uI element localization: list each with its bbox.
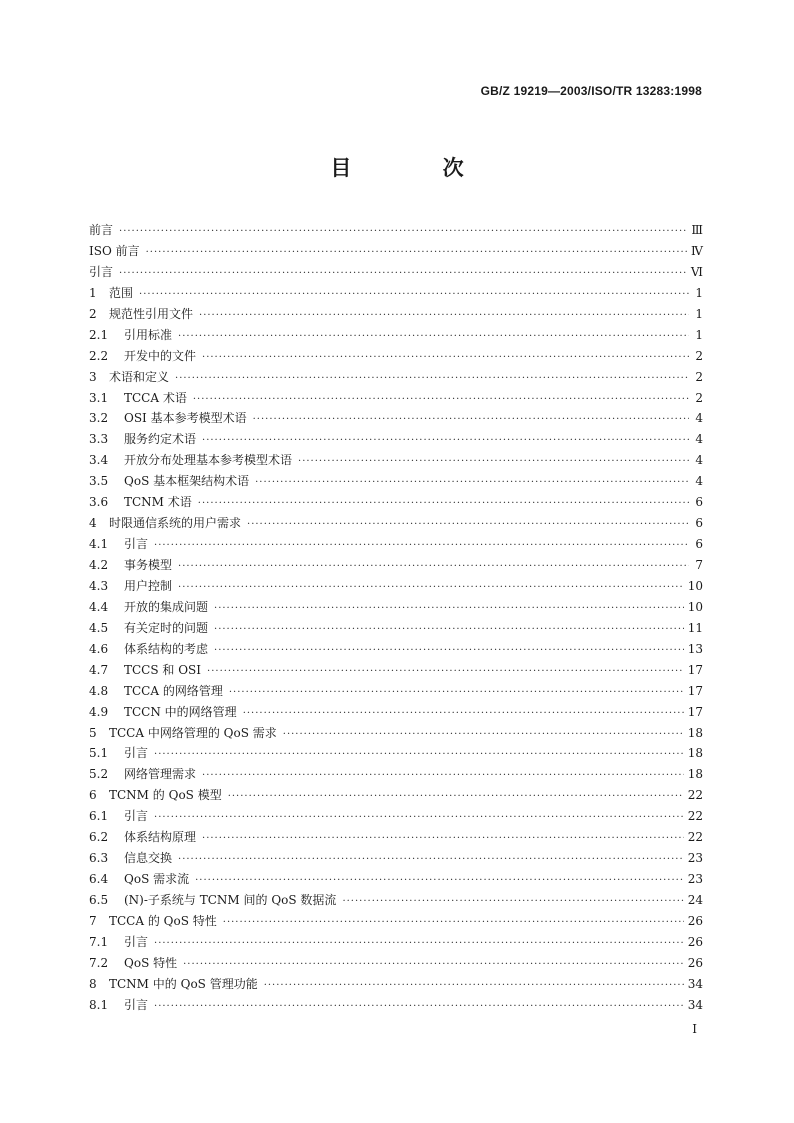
dot-leader — [202, 431, 689, 452]
toc-entry[interactable] — [89, 911, 703, 932]
toc-entry-page: 23 — [687, 872, 703, 887]
toc-entry-label: TCCN 中的网络管理 — [124, 704, 237, 719]
toc-entry-label: TCCA 术语 — [124, 390, 187, 405]
toc-entry-page: 4 — [695, 432, 703, 447]
toc-entry-page: 26 — [687, 955, 703, 970]
toc-entry-number: 2.1 — [89, 327, 109, 342]
dot-leader — [175, 369, 689, 390]
toc-entry-page: 17 — [687, 662, 703, 677]
table-of-contents — [89, 220, 703, 1016]
toc-entry-number: 4.9 — [89, 704, 109, 719]
toc-entry-number: 3.2 — [89, 411, 109, 426]
toc-entry-label: 规范性引用文件 — [109, 306, 194, 321]
toc-entry-label: 时限通信系统的用户需求 — [109, 516, 242, 531]
toc-entry-number: 2.2 — [89, 348, 109, 363]
toc-entry[interactable] — [89, 304, 703, 325]
toc-entry[interactable] — [89, 639, 703, 660]
toc-entry-label: TCNM 中的 QoS 管理功能 — [109, 976, 258, 991]
dot-leader — [202, 348, 689, 369]
toc-entry-number: 3.6 — [89, 495, 109, 510]
toc-entry-page: 2 — [695, 390, 703, 405]
dot-leader — [243, 704, 684, 725]
toc-entry-label: TCCA 中网络管理的 QoS 需求 — [109, 725, 277, 740]
toc-entry-page: 2 — [695, 369, 703, 384]
toc-entry-label: 体系结构的考虑 — [124, 641, 209, 656]
toc-entry[interactable] — [89, 827, 703, 848]
toc-entry-page: 10 — [687, 599, 703, 614]
toc-entry-number: 6.5 — [89, 893, 109, 907]
toc-entry[interactable] — [89, 367, 703, 388]
dot-leader — [198, 494, 689, 515]
toc-entry-number: 3 — [89, 369, 97, 384]
dot-leader — [119, 222, 687, 243]
toc-entry-page: Ⅵ — [690, 264, 703, 279]
toc-entry-number: 7.2 — [89, 955, 109, 970]
toc-entry-page: 18 — [687, 746, 703, 761]
toc-entry[interactable] — [89, 723, 703, 744]
dot-leader — [119, 264, 687, 285]
dot-leader — [247, 515, 689, 536]
dot-leader — [214, 641, 684, 662]
dot-leader — [223, 913, 684, 934]
toc-entry-label: TCNM 术语 — [124, 495, 192, 510]
toc-entry-page: 26 — [687, 913, 703, 928]
toc-entry-label: ISO 前言 — [89, 243, 140, 258]
toc-entry-label: QoS 特性 — [124, 955, 178, 970]
dot-leader — [195, 871, 684, 892]
toc-entry-number: 6.4 — [89, 872, 109, 887]
toc-entry[interactable] — [89, 388, 703, 409]
toc-entry-label: 信息交换 — [124, 851, 173, 866]
toc-entry[interactable] — [89, 681, 703, 702]
toc-entry-label: 引用标准 — [124, 327, 173, 342]
toc-entry[interactable] — [89, 576, 703, 597]
toc-entry[interactable] — [89, 325, 703, 346]
toc-entry-label: TCCA 的网络管理 — [124, 683, 223, 698]
toc-entry[interactable] — [89, 660, 703, 681]
dot-leader — [183, 955, 684, 976]
toc-entry-number: 7.1 — [89, 934, 109, 949]
toc-entry-label: (N)-子系统与 TCNM 间的 QoS 数据流 — [124, 893, 337, 907]
dot-leader — [202, 829, 684, 850]
toc-entry-number: 3.1 — [89, 390, 109, 405]
toc-entry-page: 23 — [687, 851, 703, 866]
dot-leader — [264, 976, 684, 997]
toc-entry[interactable] — [89, 848, 703, 869]
toc-entry-page: 4 — [695, 411, 703, 426]
page-title: 目 次 — [330, 155, 506, 180]
toc-entry-page: 34 — [687, 976, 703, 991]
toc-entry-number: 4.7 — [89, 662, 109, 677]
dot-leader — [342, 892, 683, 913]
toc-entry-number: 4 — [89, 516, 97, 531]
toc-entry-number: 6 — [89, 788, 97, 803]
dot-leader — [229, 683, 684, 704]
toc-entry-page: 7 — [695, 558, 703, 572]
toc-entry-page: 34 — [687, 997, 703, 1012]
toc-entry-number: 8 — [89, 976, 97, 991]
toc-entry-page: 17 — [687, 704, 703, 719]
dot-leader — [146, 243, 687, 264]
toc-entry-number: 3.3 — [89, 432, 109, 447]
toc-entry-page: 6 — [695, 516, 703, 531]
toc-entry[interactable] — [89, 932, 703, 953]
toc-entry-page: 4 — [695, 453, 703, 468]
toc-entry-page: 4 — [695, 474, 703, 489]
dot-leader — [202, 766, 684, 787]
toc-entry-label: QoS 需求流 — [124, 872, 190, 887]
toc-entry-label: 用户控制 — [124, 578, 173, 593]
toc-entry-number: 7 — [89, 913, 97, 928]
toc-entry-number: 2 — [89, 306, 97, 321]
toc-entry[interactable] — [89, 995, 703, 1016]
toc-entry-number: 3.5 — [89, 474, 109, 489]
toc-entry[interactable] — [89, 408, 703, 429]
toc-entry-number: 6.3 — [89, 851, 109, 866]
toc-entry-number: 4.3 — [89, 578, 109, 593]
toc-entry-label: 引言 — [89, 264, 114, 279]
toc-entry-label: 术语和定义 — [109, 369, 170, 384]
toc-entry-page: 17 — [687, 683, 703, 698]
toc-entry-number: 4.5 — [89, 620, 109, 635]
dot-leader — [154, 808, 684, 829]
toc-entry-label: QoS 基本框架结构术语 — [124, 474, 250, 489]
toc-entry[interactable] — [89, 450, 703, 471]
toc-entry-number: 1 — [89, 285, 97, 300]
dot-leader — [253, 410, 689, 431]
toc-entry[interactable] — [89, 241, 703, 262]
toc-entry-number: 4.6 — [89, 641, 109, 656]
toc-entry-number: 4.2 — [89, 558, 109, 572]
toc-entry-page: 22 — [687, 830, 703, 845]
toc-entry-label: 引言 — [124, 746, 149, 761]
toc-entry-number: 4.1 — [89, 537, 109, 552]
toc-entry-page: 10 — [687, 578, 703, 593]
dot-leader — [255, 473, 689, 494]
dot-leader — [154, 997, 684, 1018]
toc-entry-label: 网络管理需求 — [124, 767, 197, 782]
toc-entry-page: Ⅲ — [691, 223, 703, 237]
toc-entry[interactable] — [89, 346, 703, 367]
dot-leader — [154, 934, 684, 955]
toc-entry-page: 11 — [687, 620, 703, 635]
toc-entry-page: 22 — [687, 788, 703, 803]
toc-entry-label: TCCA 的 QoS 特性 — [109, 913, 217, 928]
toc-entry-number: 4.4 — [89, 599, 109, 614]
dot-leader — [283, 725, 684, 746]
toc-entry-number: 5.2 — [89, 767, 109, 782]
toc-entry-label: 引言 — [124, 537, 149, 552]
toc-entry[interactable] — [89, 806, 703, 827]
toc-entry[interactable] — [89, 743, 703, 764]
toc-entry-page: 1 — [695, 327, 703, 342]
toc-entry[interactable] — [89, 262, 703, 283]
toc-entry-page: Ⅳ — [691, 243, 703, 258]
toc-entry[interactable] — [89, 534, 703, 555]
toc-entry[interactable] — [89, 513, 703, 534]
toc-entry[interactable] — [89, 974, 703, 995]
toc-entry[interactable] — [89, 471, 703, 492]
toc-entry-label: TCCS 和 OSI — [124, 662, 202, 677]
page-number: I — [692, 1022, 697, 1036]
toc-entry[interactable] — [89, 869, 703, 890]
dot-leader — [214, 599, 684, 620]
dot-leader — [298, 452, 689, 473]
toc-entry-page: 2 — [695, 348, 703, 363]
dot-leader — [199, 306, 689, 327]
toc-entry-page: 1 — [695, 285, 703, 300]
toc-entry-number: 3.4 — [89, 453, 109, 468]
toc-entry-label: 有关定时的问题 — [124, 620, 209, 635]
toc-entry-label: 事务模型 — [124, 558, 173, 572]
toc-entry[interactable] — [89, 785, 703, 806]
toc-entry-label: 开放分布处理基本参考模型术语 — [124, 453, 293, 468]
dot-leader — [178, 557, 689, 578]
dot-leader — [207, 662, 684, 683]
toc-entry-number: 4.8 — [89, 683, 109, 698]
toc-entry-page: 18 — [687, 767, 703, 782]
toc-entry-number: 6.2 — [89, 830, 109, 845]
toc-entry[interactable] — [89, 764, 703, 785]
toc-entry-number: 6.1 — [89, 809, 109, 824]
toc-entry[interactable] — [89, 492, 703, 513]
toc-entry-number: 5 — [89, 725, 97, 740]
toc-entry[interactable] — [89, 953, 703, 974]
toc-entry-label: 服务约定术语 — [124, 432, 197, 447]
toc-entry-label: 开发中的文件 — [124, 348, 197, 363]
toc-entry-page: 6 — [695, 537, 703, 552]
toc-entry-label: 引言 — [124, 934, 149, 949]
toc-entry[interactable] — [89, 555, 703, 576]
toc-entry[interactable] — [89, 283, 703, 304]
dot-leader — [154, 536, 689, 557]
document-code: GB/Z 19219—2003/ISO/TR 13283:1998 — [480, 84, 702, 98]
toc-entry[interactable] — [89, 597, 703, 618]
dot-leader — [139, 285, 689, 306]
toc-entry-label: 引言 — [124, 809, 149, 824]
toc-entry[interactable] — [89, 890, 703, 911]
dot-leader — [228, 787, 684, 808]
toc-entry-page: 13 — [687, 641, 703, 656]
toc-entry-label: TCNM 的 QoS 模型 — [109, 788, 222, 803]
toc-entry-page: 6 — [695, 495, 703, 510]
dot-leader — [154, 745, 684, 766]
dot-leader — [178, 578, 684, 599]
toc-entry-page: 26 — [687, 934, 703, 949]
toc-entry-page: 1 — [695, 306, 703, 321]
dot-leader — [214, 620, 684, 641]
toc-entry-page: 22 — [687, 809, 703, 824]
toc-entry-label: OSI 基本参考模型术语 — [124, 411, 247, 426]
toc-entry-page: 18 — [687, 725, 703, 740]
toc-entry[interactable] — [89, 220, 703, 241]
dot-leader — [178, 327, 689, 348]
dot-leader — [193, 390, 689, 411]
toc-entry-number: 5.1 — [89, 746, 109, 761]
toc-entry[interactable] — [89, 702, 703, 723]
toc-entry-label: 前言 — [89, 223, 114, 237]
toc-entry-label: 体系结构原理 — [124, 830, 197, 845]
toc-entry-label: 范围 — [109, 285, 134, 300]
toc-entry[interactable] — [89, 429, 703, 450]
dot-leader — [178, 850, 684, 871]
toc-entry-label: 开放的集成问题 — [124, 599, 209, 614]
toc-entry[interactable] — [89, 618, 703, 639]
toc-entry-number: 8.1 — [89, 997, 109, 1012]
toc-entry-label: 引言 — [124, 997, 149, 1012]
toc-entry-page: 24 — [687, 893, 703, 907]
